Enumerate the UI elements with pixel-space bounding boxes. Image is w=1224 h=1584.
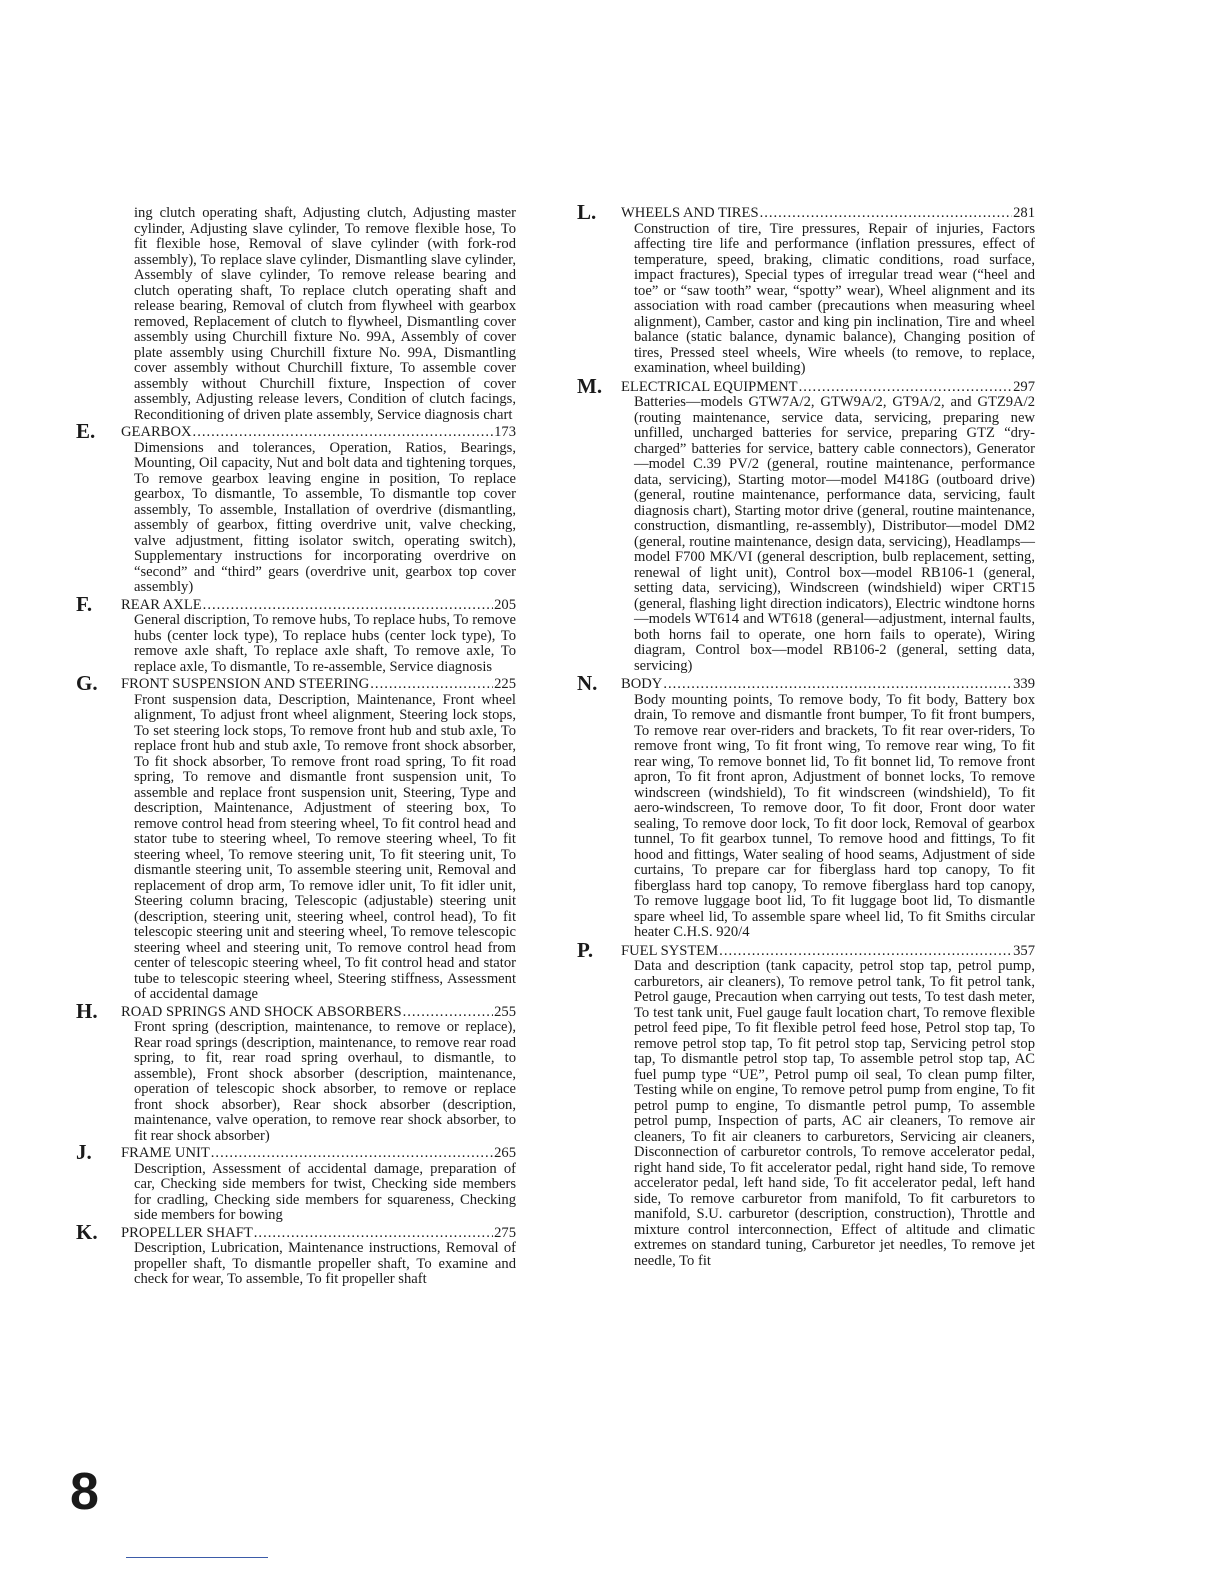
section-title: PROPELLER SHAFT bbox=[121, 1224, 253, 1241]
toc-section-front-suspension-and-steering bbox=[76, 671, 516, 1003]
left-section-list bbox=[76, 419, 516, 1288]
leader-dots bbox=[211, 1146, 493, 1162]
toc-section-frame-unit bbox=[76, 1140, 516, 1224]
section-title: ROAD SPRINGS AND SHOCK ABSORBERS bbox=[121, 1003, 402, 1020]
section-letter: E. bbox=[76, 419, 96, 443]
leader-dots bbox=[193, 425, 494, 441]
section-page-number: 297 bbox=[1013, 378, 1035, 395]
section-description: Data and description (tank capacity, petrol stop tap, petrol pump, carburetors, air cleaners), To remove petrol tank, To fit petrol tank, Petrol gauge, Precaution when carrying out tests, To test dash meter, To test tank unit, Fuel gauge fault location chart, To remove flexible petrol feed pipe, To fit flexible petrol feed hose, Petrol stop tap, To remove petrol stop tap, To fit petrol stop tap, Servicing petrol stop tap, To dismantle petrol stop tap, To assemble petrol stop tap, AC fuel pump type “UE”, Petrol pump oil seal, To clean pump filter, Testing while on engine, To remove petrol pump from engine, To fit petrol pump to engine, To dismantle petrol pump, To assemble petrol pump, Inspection of parts, AC air cleaners, To remove air cleaners, To fit air cleaners to carburetors, Servicing air cleaners, Disconnection of carburetor controls, To remove accelerator pedal, right hand side, To fit accelerator pedal, right hand side, To remove accelerator pedal, left hand side, To fit accelerator pedal, left hand side, To remove carburetor from manifold, To fit carburetors to manifold, S.U. carburetor (description, construction), Throttle and mixture control interconnection, Effect of altitude and climatic extremes on standard tuning, Carburetor jet needles, To remove jet needle, To fit bbox=[634, 958, 1035, 1269]
section-heading[interactable] bbox=[621, 380, 1035, 396]
leader-dots bbox=[760, 206, 1013, 222]
left-column bbox=[76, 206, 516, 1288]
section-title: WHEELS AND TIRES bbox=[621, 205, 759, 221]
section-page-number: 255 bbox=[494, 1003, 516, 1020]
section-page-number: 173 bbox=[494, 424, 516, 440]
section-heading[interactable] bbox=[121, 1005, 516, 1021]
section-heading[interactable] bbox=[121, 1226, 516, 1242]
section-letter: H. bbox=[76, 998, 98, 1023]
section-heading[interactable] bbox=[121, 598, 516, 614]
section-title: FRAME UNIT bbox=[121, 1145, 210, 1161]
toc-section-propeller-shaft bbox=[76, 1219, 516, 1288]
section-page-number: 339 bbox=[1013, 676, 1035, 692]
section-description: Batteries—models GTW7A/2, GTW9A/2, GT9A/2, and GTZ9A/2 (routing maintenance, service data, servicing, preparing new unfilled, uncharged batteries for service, preparing GTZ “dry-charged” batteries for service, battery cable connectors), Generator—model C.39 PV/2 (general, routine maintenance, performance data, servicing), Starting motor—model M418G (outboard drive) (general, routine maintenance, performance data, servicing, fault diagnosis chart), Starting motor drive (general, routine maintenance, construction, dismantling, re-assembly), Distributor—model DM2 (general, routine maintenance, design data, servicing), Headlamps—model F700 MK/VI (general description, bulb replacement, setting, renewal of light unit), Control box—model RB106-1 (general, setting data, servicing), Windscreen (windshield) wiper CRT15 (general, flashing light direction indicators), Electric windtone horns—models WT614 and WT618 (general—adjustment, internal faults, both horns fail to operate, one horn fails to operate), Wiring diagram, Control box—model RB106-2 (general, setting data, servicing) bbox=[634, 394, 1035, 674]
section-title: GEARBOX bbox=[121, 424, 192, 440]
leader-dots bbox=[663, 677, 1012, 693]
section-page-number: 205 bbox=[494, 596, 516, 613]
leader-dots bbox=[370, 677, 493, 693]
section-heading[interactable] bbox=[121, 1146, 516, 1162]
section-title: FUEL SYSTEM bbox=[621, 942, 719, 959]
toc-section-wheels-and-tires bbox=[577, 200, 1035, 377]
section-letter: K. bbox=[76, 1219, 98, 1244]
section-title: FRONT SUSPENSION AND STEERING bbox=[121, 676, 370, 692]
section-description: Description, Assessment of accidental damage, preparation of car, Checking side members for twist, Checking side members for cradling, Checking side members for squareness, Checking side members for bowing bbox=[134, 1160, 516, 1223]
section-page-number: 225 bbox=[494, 676, 516, 692]
section-letter: M. bbox=[577, 373, 603, 398]
section-letter: G. bbox=[76, 671, 98, 695]
toc-section-gearbox bbox=[76, 419, 516, 596]
toc-section-fuel-system bbox=[577, 937, 1035, 1270]
section-letter: L. bbox=[577, 200, 597, 224]
clutch-section-continuation: ing clutch operating shaft, Adjusting clutch, Adjusting master cylinder, Adjusting slave cylinder, To remove flexible hose, To fit flexible hose, Removal of slave cylinder (with fork-rod assembly), To replace slave cylinder, Dismantling slave cylinder, Assembly of slave cylinder, To remove release bearing and clutch operating shaft, To replace clutch operating shaft and release bearing, Removal of clutch from flywheel with gearbox removed, Replacement of clutch to flywheel, Dismantling cover assembly using Churchill fixture No. 99A, Assembly of cover plate assembly using Churchill fixture No. 99A, Dismantling cover assembly without Churchill fixture, To assemble cover assembly without Churchill fixture, Inspection of cover assembly, Adjusting release levers, Condition of clutch facings, Reconditioning of driven plate assembly, Service diagnosis chart bbox=[134, 205, 516, 423]
section-description: Construction of tire, Tire pressures, Repair of injuries, Factors affecting tire life and performance (inflation pressures, effect of temperature, speed, braking, climatic conditions, road surface, impact fractures), Special types of irregular tread wear (“heel and toe” or “saw tooth” wear, “spotty” wear), Wheel alignment and its association with road camber (precautions when measuring wheel alignment), Camber, castor and king pin inclination, Tire and wheel balance (static balance, dynamic balance), Changing position of tires, Pressed steel wheels, Wire wheels (to remove, to replace, examination, wheel building) bbox=[634, 220, 1035, 376]
section-description: Front suspension data, Description, Maintenance, Front wheel alignment, To adjust front wheel alignment, Steering lock stops, To set steering lock stops, To remove front hub and stub axle, To replace front hub and stub axle, To remove front shock absorber, To fit shock absorber, To remove front road spring, To fit road spring, To remove and dismantle front suspension unit, To assemble and replace front suspension unit, Steering, Type and description, Maintenance, Adjustment of steering box, To remove control head from steering wheel, To fit control head and stator tube to steering wheel, To remove steering wheel, To fit steering wheel, To remove steering unit, To fit steering unit, To dismantle steering unit, To assemble steering unit, Removal and replacement of drop arm, To remove idler unit, To fit idler unit, Steering column bracing, Telescopic (adjustable) steering unit (description, steering unit, steering wheel, control head), To fit telescopic steering unit and steering wheel, To remove telescopic steering wheel and steering unit, To remove control head from center of telescopic steering wheel, To fit control head and stator tube to telescopic steering wheel, Steering stiffness, Assessment of accidental damage bbox=[134, 691, 516, 1002]
section-description: General discription, To remove hubs, To replace hubs, To remove hubs (center lock type), To replace hubs (center lock type), To remove axle shaft, To replace axle shaft, To remove axle, To replace axle, To dismantle, To re-assemble, Service diagnosis bbox=[134, 612, 516, 675]
section-letter: F. bbox=[76, 591, 93, 616]
leader-dots bbox=[403, 1005, 494, 1021]
leader-dots bbox=[203, 598, 493, 614]
section-heading[interactable] bbox=[621, 944, 1035, 960]
section-letter: J. bbox=[76, 1140, 92, 1164]
section-description: Front spring (description, maintenance, to remove or replace), Rear road springs (description, maintenance, to remove rear road spring, to fit, rear road spring overhaul, to dismantle, to assemble), Front shock absorber (description, maintenance, operation of telescopic shock absorber, to remove or replace front shock absorber), Rear shock absorber (description, maintenance, valve operation, to remove rear shock absorber, to fit rear shock absorber) bbox=[134, 1019, 516, 1144]
section-heading[interactable] bbox=[121, 425, 516, 441]
section-letter: P. bbox=[577, 937, 594, 962]
section-description: Dimensions and tolerances, Operation, Ratios, Bearings, Mounting, Oil capacity, Nut and bolt data and tightening torques, To remove gearbox leaving engine in position, To replace gearbox, To dismantle, To assemble, To dismantle top cover assembly, To assemble, Installation of overdrive (dismantling, assembly of gearbox, fitting overdrive unit, valve checking, valve adjustment, fitting isolator switch, operating switch), Supplementary instructions for incorporating overdrive on “second” and “third” gears (overdrive unit, gearbox top cover assembly) bbox=[134, 439, 516, 595]
right-column bbox=[577, 200, 1035, 1269]
section-letter: N. bbox=[577, 671, 598, 695]
toc-section-body bbox=[577, 671, 1035, 941]
section-page-number: 281 bbox=[1013, 205, 1035, 221]
leader-dots bbox=[254, 1226, 493, 1242]
section-title: ELECTRICAL EQUIPMENT bbox=[621, 378, 798, 395]
toc-section-electrical-equipment bbox=[577, 373, 1035, 675]
section-description: Body mounting points, To remove body, To fit body, Battery box drain, To remove and dismantle front bumper, To fit front bumpers, To remove rear over-riders and brackets, To fit rear over-riders, To remove front wing, To fit front wing, To remove rear wing, To fit rear wing, To remove bonnet lid, To fit bonnet lid, To remove front apron, To fit front apron, Adjustment of bonnet locks, To remove windscreen (windshield), To fit windscreen (windshield), To fit aero-windscreen, To remove door, To fit door, Front door water sealing, To remove door lock, To fit door lock, Removal of gearbox tunnel, To fit gearbox tunnel, To remove hood and fittings, To fit hood and fittings, Water sealing of hood seams, Adjustment of side curtains, To prepare car for fiberglass hard top canopy, To fit fiberglass hard top canopy, To remove fiberglass hard top canopy, To remove luggage boot lid, To fit luggage boot lid, To dismantle spare wheel lid, To assemble spare wheel lid, To fit Smiths circular heater C.H.S. 920/4 bbox=[634, 691, 1035, 940]
right-section-list bbox=[577, 200, 1035, 1269]
section-title: BODY bbox=[621, 676, 663, 692]
leader-dots bbox=[799, 380, 1013, 396]
page-number: 8 bbox=[70, 1463, 99, 1521]
section-description: Description, Lubrication, Maintenance instructions, Removal of propeller shaft, To dismantle propeller shaft, To examine and check for wear, To assemble, To fit propeller shaft bbox=[134, 1240, 516, 1287]
section-page-number: 357 bbox=[1013, 942, 1035, 959]
section-heading[interactable] bbox=[621, 206, 1035, 222]
section-heading[interactable] bbox=[621, 677, 1035, 693]
toc-section-road-springs-and-shock-absorbers bbox=[76, 998, 516, 1145]
section-title: REAR AXLE bbox=[121, 596, 202, 613]
section-heading[interactable] bbox=[121, 677, 516, 693]
section-page-number: 275 bbox=[494, 1224, 516, 1241]
leader-dots bbox=[719, 944, 1012, 960]
section-page-number: 265 bbox=[494, 1145, 516, 1161]
toc-section-rear-axle bbox=[76, 591, 516, 676]
bottom-rule bbox=[126, 1557, 268, 1558]
